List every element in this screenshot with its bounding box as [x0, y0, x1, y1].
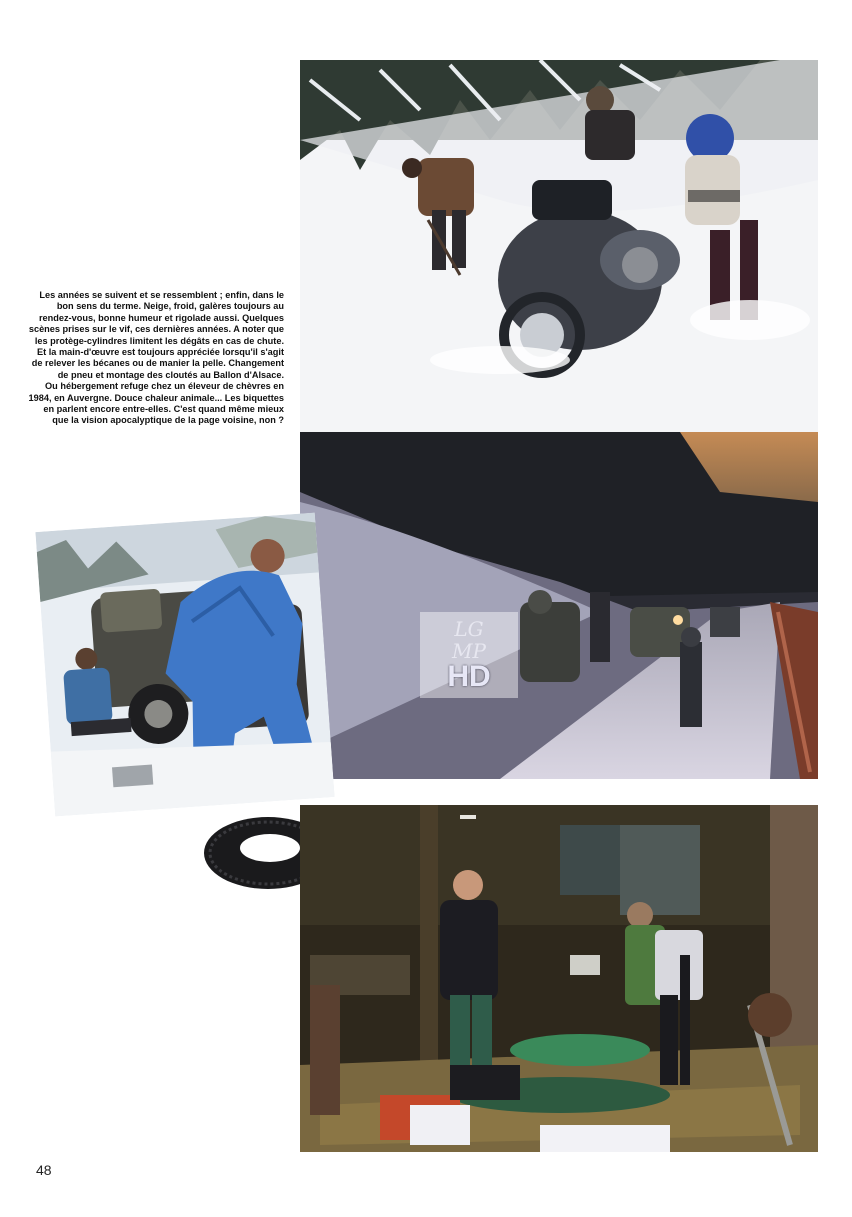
photo-snowy-road-dusk — [300, 432, 818, 779]
photo-caption — [28, 290, 284, 427]
page-number: 48 — [36, 1162, 52, 1178]
watermark-logo — [420, 612, 518, 698]
caption-paragraph-1: Les années se suivent et se ressemblent ; enfin, dans le bon sens du terme. Neige, froid, galères toujours au rendez-vous, bonne humeur et rigolade aussi. Quelques scènes prises sur le vif, ces dernières années. A noter que les protège-cylindres limitent les dégâts en cas de chute. Et la main-d'œuvre est toujours appréciée lorsqu'il s'agit de relever les bécanes ou de manier la pelle. Changement de pneu et montage des cloutés au Ballon d'Alsace. — [28, 290, 284, 380]
watermark-bottom-text: HD — [447, 660, 491, 693]
photo-snow-motorcycle-push — [300, 60, 818, 432]
watermark-mid-text: MP — [452, 639, 486, 663]
watermark-top-text: LG — [454, 617, 484, 641]
caption-paragraph-2: Ou hébergement refuge chez un éleveur de chèvres en 1984, en Auvergne. Douce chaleur animale... Les biquettes en parlent encore entre-elles. C'est quand même mieux que la vision apocalyptique de la page voisine, non ? — [28, 381, 284, 426]
photo-barn-shelter — [300, 805, 818, 1152]
photo-tyre-change — [35, 513, 334, 817]
